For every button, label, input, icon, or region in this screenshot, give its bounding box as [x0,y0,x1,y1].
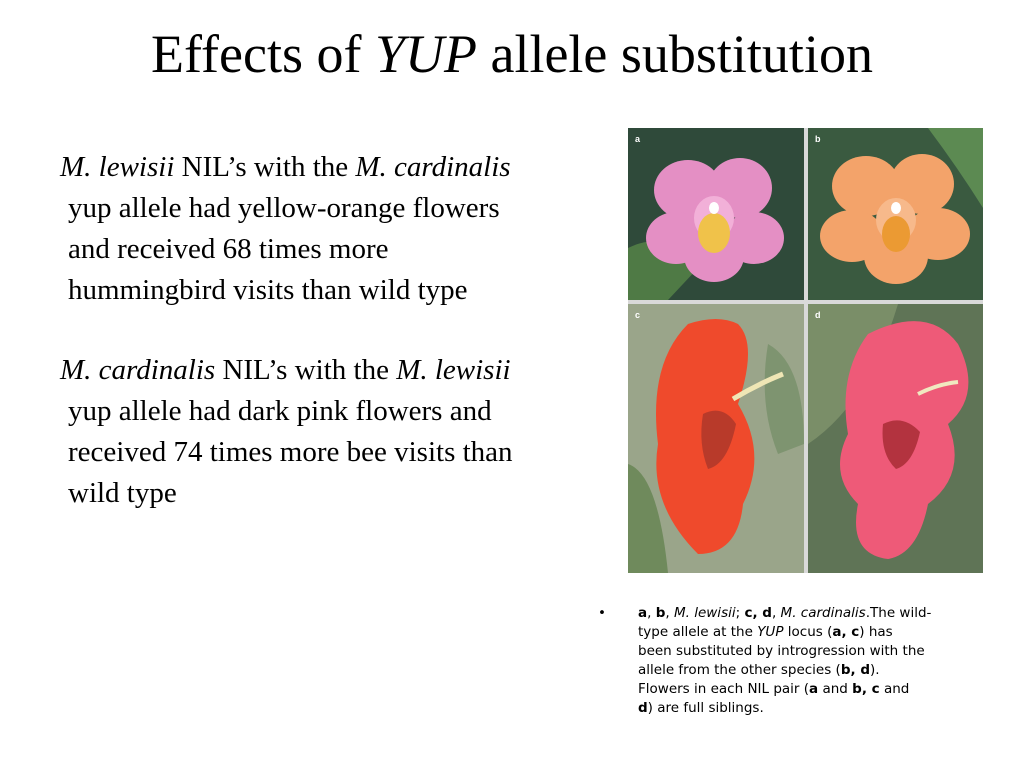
photo-label-b: b [815,134,821,144]
photo-label-c: c [635,310,641,320]
photo-a-pink-lewisii-flower [628,128,804,300]
paragraph-lewisii-nil: M. lewisii NIL’s with the M. cardinalis yup allele had yellow-orange flowers and received 68 times more hummingbird visits than wild type [60,151,511,306]
photo-d-dark-pink-flower [808,304,983,573]
photo-label-d: d [815,310,821,320]
slide-title: Effects of YUP allele substitution [151,24,873,84]
caption-bullet: • [598,605,606,621]
photo-c-red-cardinalis-flower [628,304,804,573]
paragraph-cardinalis-nil: M. cardinalis NIL’s with the M. lewisii yup allele had dark pink flowers and received 74 times more bee visits than wild type [60,354,513,509]
photo-label-a: a [635,134,641,144]
flower-photo-panel [628,128,983,573]
photo-b-orange-flower [808,128,983,300]
